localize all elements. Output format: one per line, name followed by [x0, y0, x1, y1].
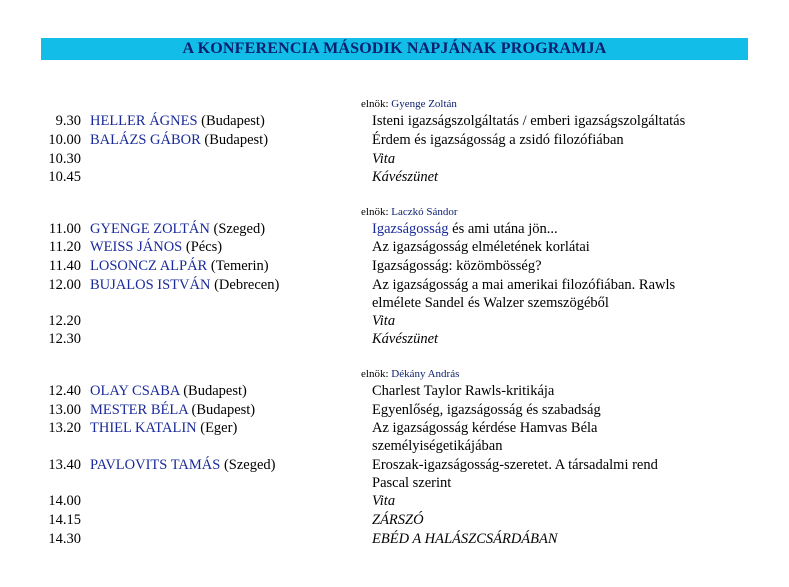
chair-label: elnök: — [361, 206, 392, 218]
program-row — [0, 492, 789, 510]
talk-title: Az igazságosság a mai amerikai filozófiában. Rawls — [372, 277, 676, 293]
talk-link: Igazságosság — [372, 221, 449, 237]
chair-name: Laczkó Sándor — [391, 206, 458, 218]
speaker-name: BUJALOS ISTVÁN — [90, 277, 211, 293]
talk-title: Vita — [372, 493, 396, 509]
speaker-name: WEISS JÁNOS — [90, 239, 183, 255]
program-row — [0, 382, 789, 400]
session-chair — [361, 206, 458, 218]
time-slot: 10.00 — [48, 132, 81, 148]
program-row — [0, 150, 789, 168]
program-row — [0, 112, 789, 130]
time-slot: 13.20 — [48, 420, 81, 436]
speaker-name: LOSONCZ ALPÁR — [90, 258, 208, 274]
speaker-city: (Temerin) — [207, 258, 269, 274]
chair-name: Dékány András — [391, 368, 460, 380]
session-chair — [361, 98, 457, 110]
speaker — [90, 131, 268, 149]
speaker-city: (Budapest) — [200, 132, 269, 148]
program-row — [0, 401, 789, 419]
speaker-city: (Budapest) — [187, 402, 256, 418]
program-row — [0, 312, 789, 330]
program-row — [0, 511, 789, 529]
speaker-name: THIEL KATALIN — [90, 420, 197, 436]
speaker-city: (Szeged) — [220, 457, 276, 473]
chair-name: Gyenge Zoltán — [391, 98, 457, 110]
program-row — [0, 419, 789, 437]
program-row — [0, 530, 789, 548]
talk-title-continued: Pascal szerint — [372, 475, 452, 491]
program-row — [0, 238, 789, 256]
session-chair — [361, 368, 459, 380]
speaker — [90, 276, 279, 294]
time-slot: 12.20 — [48, 313, 81, 329]
talk-title: Egyenlőség, igazságosság és szabadság — [372, 402, 601, 418]
speaker — [90, 401, 255, 419]
talk-title: Igazságosság: közömbösség? — [372, 258, 542, 274]
program-row-continued — [0, 474, 789, 492]
talk-title: Igazságosság és ami utána jön... — [372, 221, 558, 237]
program-row — [0, 330, 789, 348]
program-row-continued — [0, 437, 789, 455]
speaker — [90, 238, 222, 256]
talk-title: Az igazságosság kérdése Hamvas Béla — [372, 420, 598, 436]
speaker-name: GYENGE ZOLTÁN — [90, 221, 210, 237]
talk-title: ZÁRSZÓ — [372, 512, 424, 528]
speaker-city: (Budapest) — [197, 113, 265, 129]
speaker-city: (Debrecen) — [210, 277, 280, 293]
program-row — [0, 257, 789, 275]
chair-label: elnök: — [361, 98, 392, 110]
program-row — [0, 276, 789, 294]
talk-title: Kávészünet — [372, 169, 439, 185]
speaker-name: MESTER BÉLA — [90, 402, 188, 418]
time-slot: 12.00 — [48, 277, 81, 293]
talk-title: Az igazságosság elméletének korlátai — [372, 239, 590, 255]
speaker-name: HELLER ÁGNES — [90, 113, 198, 129]
speaker-city: (Eger) — [196, 420, 238, 436]
speaker-name: OLAY CSABA — [90, 383, 180, 399]
talk-title: Eroszak-igazságosság-szeretet. A társadalmi rend — [372, 457, 658, 473]
program-row — [0, 456, 789, 474]
time-slot: 12.40 — [48, 383, 81, 399]
talk-title-continued: személyiségetikájában — [372, 438, 503, 454]
talk-title: Érdem és igazságosság a zsidó filozófiában — [372, 132, 624, 148]
talk-title-continued: elmélete Sandel és Walzer szemszögéből — [372, 295, 609, 311]
time-slot: 10.45 — [48, 169, 81, 185]
speaker — [90, 419, 237, 437]
time-slot: 12.30 — [48, 331, 81, 347]
time-slot: 14.30 — [48, 531, 81, 547]
speaker — [90, 456, 275, 474]
title-banner — [41, 38, 748, 60]
page-title: A KONFERENCIA MÁSODIK NAPJÁNAK PROGRAMJA — [182, 40, 607, 57]
time-slot: 9.30 — [55, 113, 81, 129]
time-slot: 13.00 — [48, 402, 81, 418]
talk-title: Vita — [372, 151, 396, 167]
speaker-name: PAVLOVITS TAMÁS — [90, 457, 221, 473]
chair-label: elnök: — [361, 368, 392, 380]
time-slot: 11.40 — [48, 258, 81, 274]
time-slot: 10.30 — [48, 151, 81, 167]
talk-title: Charlest Taylor Rawls-kritikája — [372, 383, 555, 399]
time-slot: 11.20 — [48, 239, 81, 255]
time-slot: 11.00 — [48, 221, 81, 237]
speaker — [90, 257, 269, 275]
program-row — [0, 168, 789, 186]
time-slot: 13.40 — [48, 457, 81, 473]
talk-title: EBÉD A HALÁSZCSÁRDÁBAN — [372, 531, 558, 547]
program-row — [0, 220, 789, 238]
time-slot: 14.15 — [48, 512, 81, 528]
talk-title: Kávészünet — [372, 331, 439, 347]
program-row — [0, 131, 789, 149]
program-row-continued — [0, 294, 789, 312]
talk-title: Vita — [372, 313, 396, 329]
speaker-city: (Szeged) — [209, 221, 266, 237]
speaker — [90, 220, 265, 238]
speaker-name: BALÁZS GÁBOR — [90, 132, 201, 148]
speaker — [90, 112, 265, 130]
speaker-city: (Pécs) — [182, 239, 223, 255]
talk-title: Isteni igazságszolgáltatás / emberi igazságszolgáltatás — [372, 113, 686, 129]
time-slot: 14.00 — [48, 493, 81, 509]
speaker-city: (Budapest) — [179, 383, 247, 399]
speaker — [90, 382, 247, 400]
